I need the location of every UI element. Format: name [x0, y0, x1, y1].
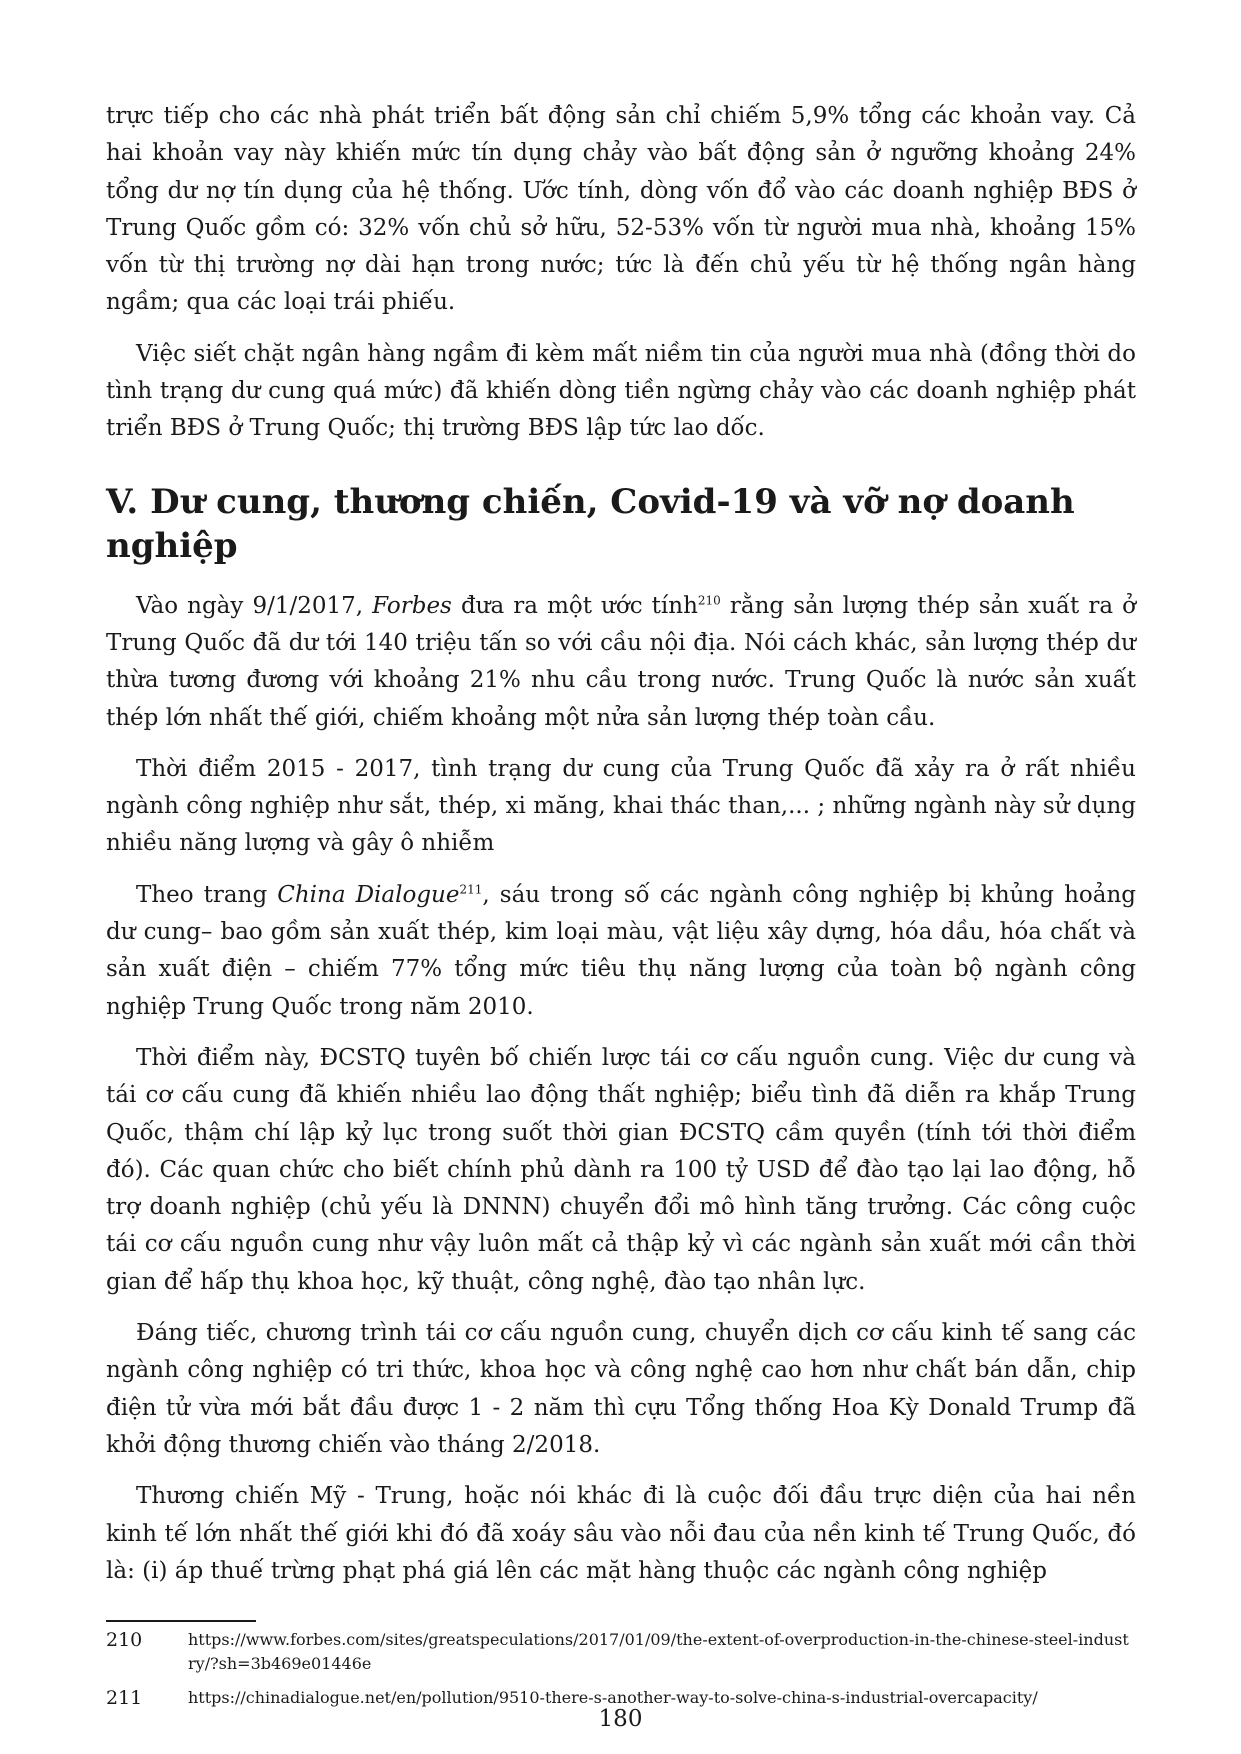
china-dialogue-text-before: Theo trang: [136, 881, 278, 908]
page-number: 180: [598, 1706, 643, 1732]
forbes-text-after: rằng sản lượng thép sản xuất ra ở Trung Quốc đã dư tới 140 triệu tấn so với cầu nội địa. Nói cách khác, sản lượng thép dư thừa tương đương với khoảng 21% nhu cầu trong nước. Trung Quốc là nước sản xuất thép lớn nhất thế giới, chiếm khoảng một nửa sản lượng thép toàn cầu.: [106, 592, 1136, 731]
paragraph-forbes: [106, 588, 1136, 737]
section-heading: V. Dư cung, thương chiến, Covid-19 và vỡ nợ doanh nghiệp: [106, 481, 1075, 566]
forbes-italic: Forbes: [372, 592, 452, 619]
footnote-link[interactable]: https://chinadialogue.net/en/pollution/9510-there-s-another-way-to-solve-china-s-industrial-overcapacity/: [188, 1688, 1038, 1707]
paragraph-trade-war-start: Đáng tiếc, chương trình tái cơ cấu nguồn cung, chuyển dịch cơ cấu kinh tế sang các ngành công nghiệp có tri thức, khoa học và công nghệ cao hơn như chất bán dẫn, chip điện tử vừa mới bắt đầu được 1 - 2 năm thì cựu Tổng thống Hoa Kỳ Donald Trump đã khởi động thương chiến vào tháng 2/2018.: [106, 1320, 1136, 1458]
footnote-divider: [106, 1620, 256, 1622]
paragraph-china-dialogue: [106, 877, 1136, 1026]
paragraph-shadow-banking: Việc siết chặt ngân hàng ngầm đi kèm mất niềm tin của người mua nhà (đồng thời do tình trạng dư cung quá mức) đã khiến dòng tiền ngừng chảy vào các doanh nghiệp phát triển BĐS ở Trung Quốc; thị trường BĐS lập tức lao dốc.: [106, 340, 1136, 442]
footnote-ref-211[interactable]: 211: [459, 882, 483, 897]
footnote-link[interactable]: https://www.forbes.com/sites/greatspeculations/2017/01/09/the-extent-of-overproduction-in-the-chinese-steel-industry/?sh=3b469e01446e: [188, 1630, 1129, 1673]
paragraph-2015-2017: Thời điểm 2015 - 2017, tình trạng dư cung của Trung Quốc đã xảy ra ở rất nhiều ngành công nghiệp như sắt, thép, xi măng, khai thác than,... ; những ngành này sử dụng nhiều năng lượng và gây ô nhiễm: [106, 755, 1136, 857]
paragraph-trade-war: Thương chiến Mỹ - Trung, hoặc nói khác đi là cuộc đối đầu trực diện của hai nền kinh tế lớn nhất thế giới khi đó đã xoáy sâu vào nỗi đau của nền kinh tế Trung Quốc, đó là: (i) áp thuế trừng phạt phá giá lên các mặt hàng thuộc các ngành công nghiệp: [106, 1483, 1136, 1584]
footnote-210: [106, 1628, 1136, 1676]
footnote-number: 211: [106, 1687, 143, 1709]
footnote-number: 210: [106, 1629, 143, 1651]
china-dialogue-text-after: , sáu trong số các ngành công nghiệp bị khủng hoảng dư cung– bao gồm sản xuất thép, kim loại màu, vật liệu xây dựng, hóa dầu, hóa chất và sản xuất điện – chiếm 77% tổng mức tiêu thụ năng lượng của toàn bộ ngành công nghiệp Trung Quốc trong năm 2010.: [106, 881, 1136, 1020]
paragraph-continued: trực tiếp cho các nhà phát triển bất động sản chỉ chiếm 5,9% tổng các khoản vay. Cả hai khoản vay này khiến mức tín dụng chảy vào bất động sản ở ngưỡng khoảng 24% tổng dư nợ tín dụng của hệ thống. Ước tính, dòng vốn đổ vào các doanh nghiệp BĐS ở Trung Quốc gồm có: 32% vốn chủ sở hữu, 52-53% vốn từ người mua nhà, khoảng 15% vốn từ thị trường nợ dài hạn trong nước; tức là đến chủ yếu từ hệ thống ngân hàng ngầm; qua các loại trái phiếu.: [106, 103, 1136, 316]
main-content: [106, 98, 1136, 1604]
forbes-text-before: Vào ngày 9/1/2017,: [136, 592, 373, 619]
china-dialogue-italic: China Dialogue: [277, 881, 460, 908]
paragraph-restructuring: Thời điểm này, ĐCSTQ tuyên bố chiến lược tái cơ cấu nguồn cung. Việc dư cung và tái cơ cấu cung đã khiến nhiều lao động thất nghiệp; biểu tình đã diễn ra khắp Trung Quốc, thậm chí lập kỷ lục trong suốt thời gian ĐCSTQ cầm quyền (tính tới thời điểm đó). Các quan chức cho biết chính phủ dành ra 100 tỷ USD để đào tạo lại lao động, hỗ trợ doanh nghiệp (chủ yếu là DNNN) chuyển đổi mô hình tăng trưởng. Các công cuộc tái cơ cấu nguồn cung như vậy luôn mất cả thập kỷ vì các ngành sản xuất mới cần thời gian để hấp thụ khoa học, kỹ thuật, công nghệ, đào tạo nhân lực.: [106, 1044, 1136, 1295]
footnote-ref-210[interactable]: 210: [697, 593, 721, 608]
forbes-text-middle: đưa ra một ước tính: [451, 592, 698, 619]
